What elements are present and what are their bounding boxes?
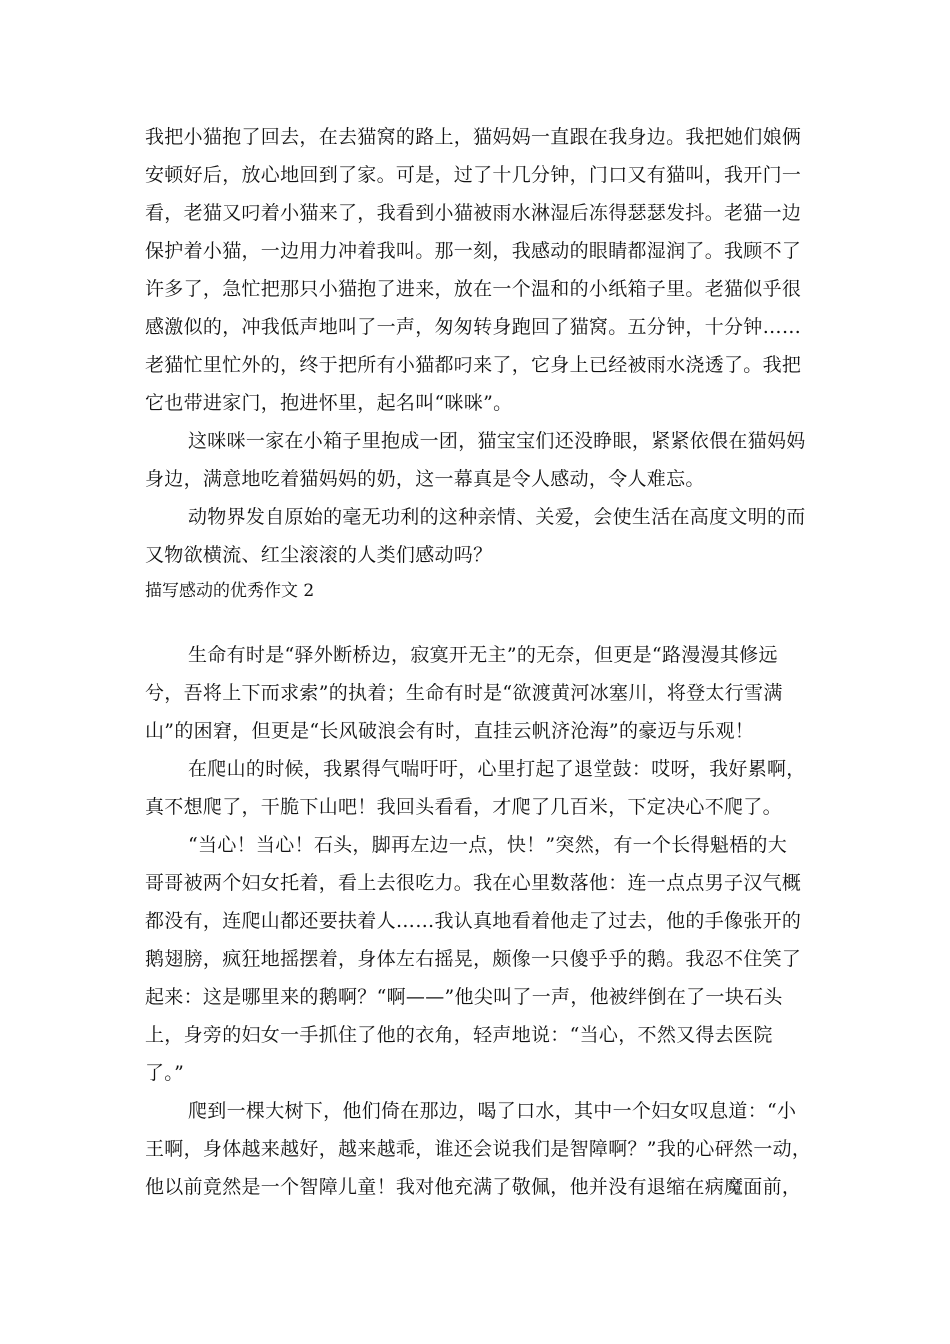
text-line: “当心！当心！石头，脚再左边一点，快！”突然，有一个长得魁梧的大 [188,834,788,856]
text-line: 起来：这是哪里来的鹅啊？“啊——”他尖叫了一声，他被绊倒在了一块石头 [145,986,783,1008]
text-line: 鹅翅膀，疯狂地摇摆着，身体左右摇晃，颇像一只傻乎乎的鹅。我忍不住笑了 [145,948,802,970]
text-line: 他以前竟然是一个智障儿童！我对他充满了敬佩，他并没有退缩在病魔面前， [145,1176,802,1198]
text-line: 安顿好后，放心地回到了家。可是，过了十几分钟，门口又有猫叫，我开门一 [145,164,802,186]
text-line: 都没有，连爬山都还要扶着人……我认真地看着他走了过去，他的手像张开的 [145,910,802,932]
text-line: 兮，吾将上下而求索”的执着；生命有时是“欲渡黄河冰塞川，将登太行雪满 [145,682,783,704]
text-line: 山”的困窘，但更是“长风破浪会有时，直挂云帆济沧海”的豪迈与乐观！ [145,720,755,742]
text-line: 保护着小猫，一边用力冲着我叫。那一刻，我感动的眼睛都湿润了。我顾不了 [145,240,802,262]
section-heading: 描写感动的优秀作文 2 [145,581,315,601]
text-line: 又物欲横流、红尘滚滚的人类们感动吗？ [145,544,493,566]
text-line: 它也带进家门，抱进怀里，起名叫“咪咪”。 [145,392,513,414]
text-line: 生命有时是“驿外断桥边，寂寞开无主”的无奈，但更是“路漫漫其修远 [188,644,778,666]
text-line: 这咪咪一家在小箱子里抱成一团，猫宝宝们还没睁眼，紧紧依偎在猫妈妈 [188,430,806,452]
text-line: 王啊，身体越来越好，越来越乖，谁还会说我们是智障啊？”我的心砰然一动， [145,1138,812,1160]
text-line: 在爬山的时候，我累得气喘吁吁，心里打起了退堂鼓：哎呀，我好累啊， [188,758,806,780]
text-line: 爬到一棵大树下，他们倚在那边，喝了口水，其中一个妇女叹息道：“小 [188,1100,797,1122]
text-line: 我把小猫抱了回去，在去猫窝的路上，猫妈妈一直跟在我身边。我把她们娘俩 [145,126,802,148]
text-line: 了。” [145,1062,185,1084]
text-line: 动物界发自原始的毫无功利的这种亲情、关爱，会使生活在高度文明的而 [188,506,806,528]
text-line: 看，老猫又叼着小猫来了，我看到小猫被雨水淋湿后冻得瑟瑟发抖。老猫一边 [145,202,802,224]
text-line: 上，身旁的妇女一手抓住了他的衣角，轻声地说：“当心，不然又得去医院 [145,1024,773,1046]
text-line: 感激似的，冲我低声地叫了一声，匆匆转身跑回了猫窝。五分钟，十分钟…… [145,316,802,338]
text-line: 身边，满意地吃着猫妈妈的奶，这一幕真是令人感动，令人难忘。 [145,468,705,490]
text-line: 真不想爬了，干脆下山吧！我回头看看，才爬了几百米，下定决心不爬了。 [145,796,782,818]
text-line: 许多了，急忙把那只小猫抱了进来，放在一个温和的小纸箱子里。老猫似乎很 [145,278,802,300]
text-line: 老猫忙里忙外的，终于把所有小猫都叼来了，它身上已经被雨水浇透了。我把 [145,354,802,376]
text-line: 哥哥被两个妇女托着，看上去很吃力。我在心里数落他：连一点点男子汉气概 [145,872,802,894]
